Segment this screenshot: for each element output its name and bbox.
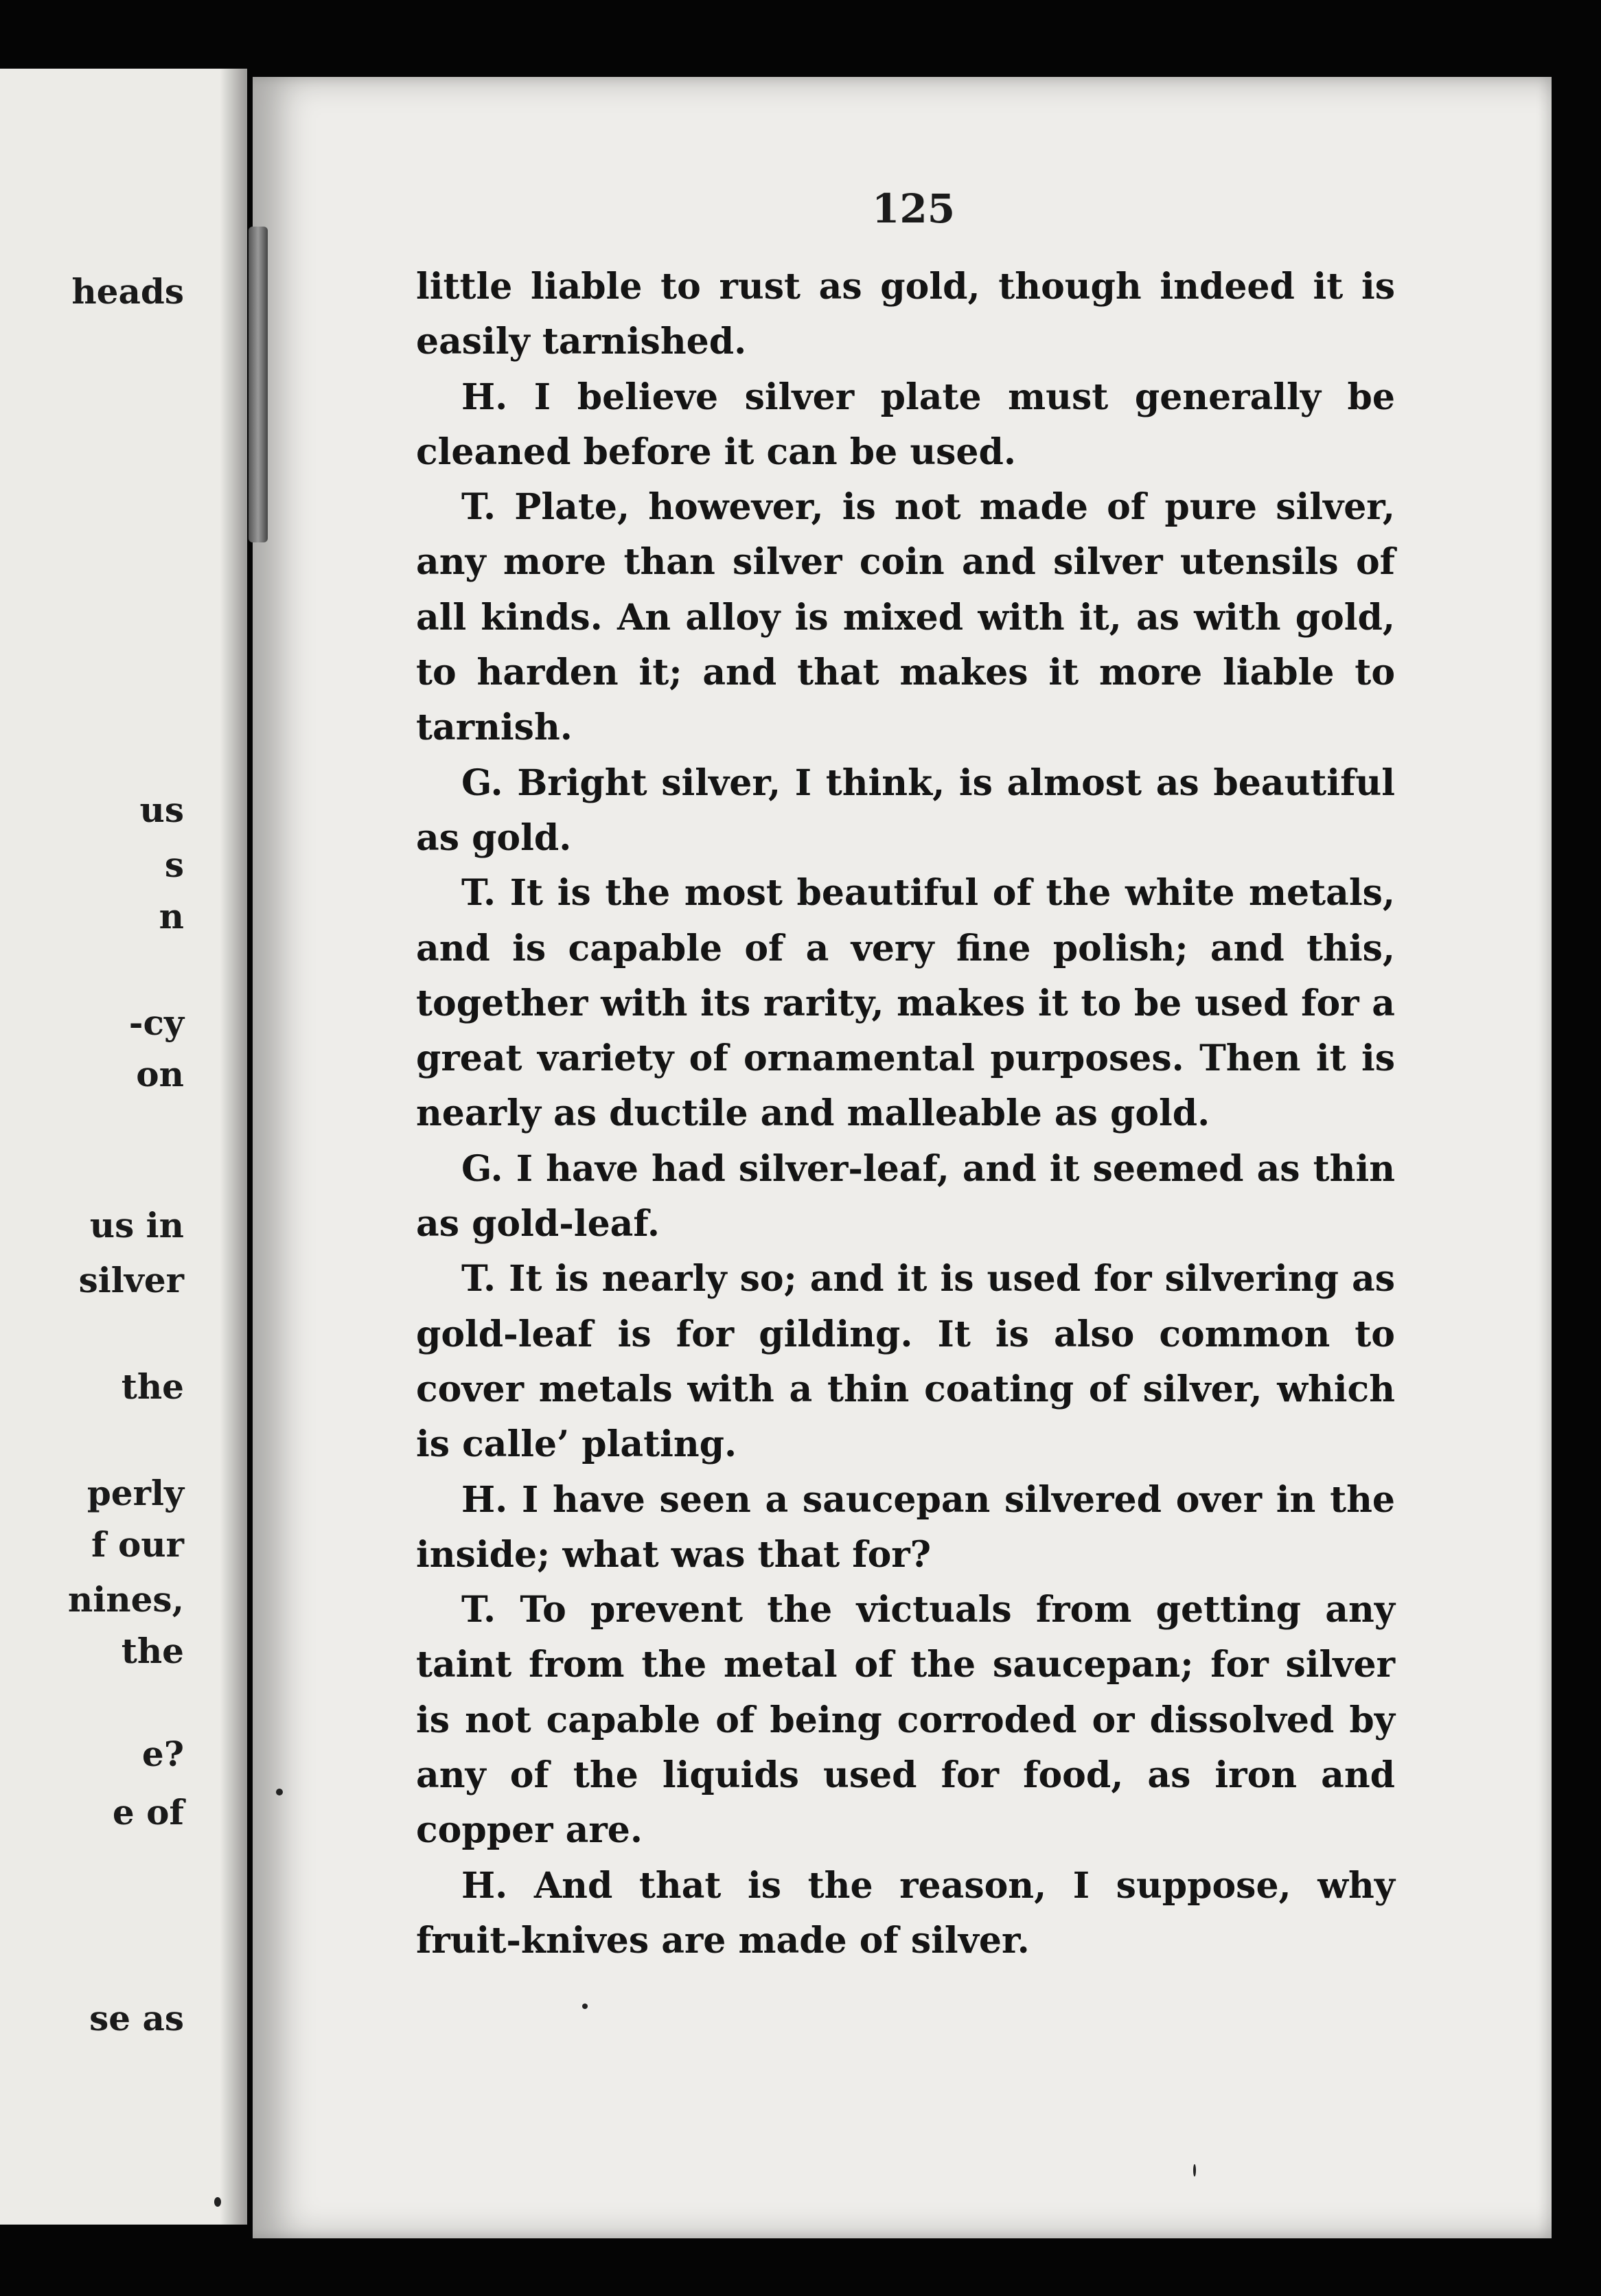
- scan-speck: [214, 2197, 221, 2207]
- left-page-line: s: [164, 845, 184, 885]
- left-page-line: us: [139, 790, 184, 830]
- paragraph: G. I have had silver-leaf, and it seemed as thin as gold-leaf.: [416, 1147, 1395, 1245]
- paragraph: T. It is the most beautiful of the white metals, and is capable of a very fine polish; and this, together with its rarity, makes it to be used for a great variety of ornamental purposes. Then it is nearly as ductile and malleable as gold.: [416, 872, 1395, 1135]
- left-page-line: e?: [141, 1734, 184, 1774]
- scan-speck: [582, 2004, 588, 2009]
- page-number: 125: [872, 185, 956, 232]
- left-page-line: se as: [89, 1998, 184, 2039]
- left-page-line: -cy: [128, 1002, 184, 1043]
- left-page-line: the: [121, 1366, 184, 1407]
- paragraph: little liable to rust as gold, though indeed it is easily tarnished.: [416, 266, 1395, 363]
- paragraph: H. I believe silver plate must generally be cleaned before it can be used.: [416, 376, 1395, 473]
- left-page-line: the: [121, 1631, 184, 1671]
- paragraph: T. To prevent the victuals from getting any taint from the metal of the saucepan; for silver is not capable of being corroded or dissolved by any of the liquids used for food, as iron and copper are.: [416, 1589, 1395, 1852]
- left-page-line: on: [136, 1054, 184, 1094]
- left-page-line: n: [159, 896, 184, 937]
- paragraph: T. It is nearly so; and it is used for silvering as gold-leaf is for gilding. It is also common to cover metals with a thin coating of silver, which is calle’ plating.: [416, 1258, 1395, 1466]
- left-page-line: perly: [87, 1473, 184, 1513]
- paragraph: H. And that is the reason, I suppose, why fruit-knives are made of silver.: [416, 1864, 1395, 1962]
- scan-speck: [1193, 2164, 1196, 2177]
- left-page-line: heads: [71, 271, 184, 312]
- left-page-line: silver: [78, 1260, 184, 1300]
- page-body-text: [416, 260, 1395, 1968]
- left-page-line: f our: [91, 1524, 184, 1565]
- left-facing-page: [0, 69, 247, 2225]
- binding-clip: [249, 227, 268, 542]
- gutter-shadow: [220, 69, 247, 2225]
- paragraph: T. Plate, however, is not made of pure silver, any more than silver coin and silver utensils of all kinds. An alloy is mixed with it, as with gold, to harden it; and that makes it more liable to tarnish.: [416, 486, 1395, 749]
- scan-speck: [276, 1789, 283, 1795]
- paragraph: H. I have seen a saucepan silvered over in the inside; what was that for?: [416, 1478, 1395, 1576]
- left-page-line: nines,: [67, 1579, 184, 1620]
- paragraph: G. Bright silver, I think, is almost as beautiful as gold.: [416, 761, 1395, 859]
- left-page-line: e of: [112, 1792, 184, 1833]
- left-page-line: us in: [89, 1205, 184, 1245]
